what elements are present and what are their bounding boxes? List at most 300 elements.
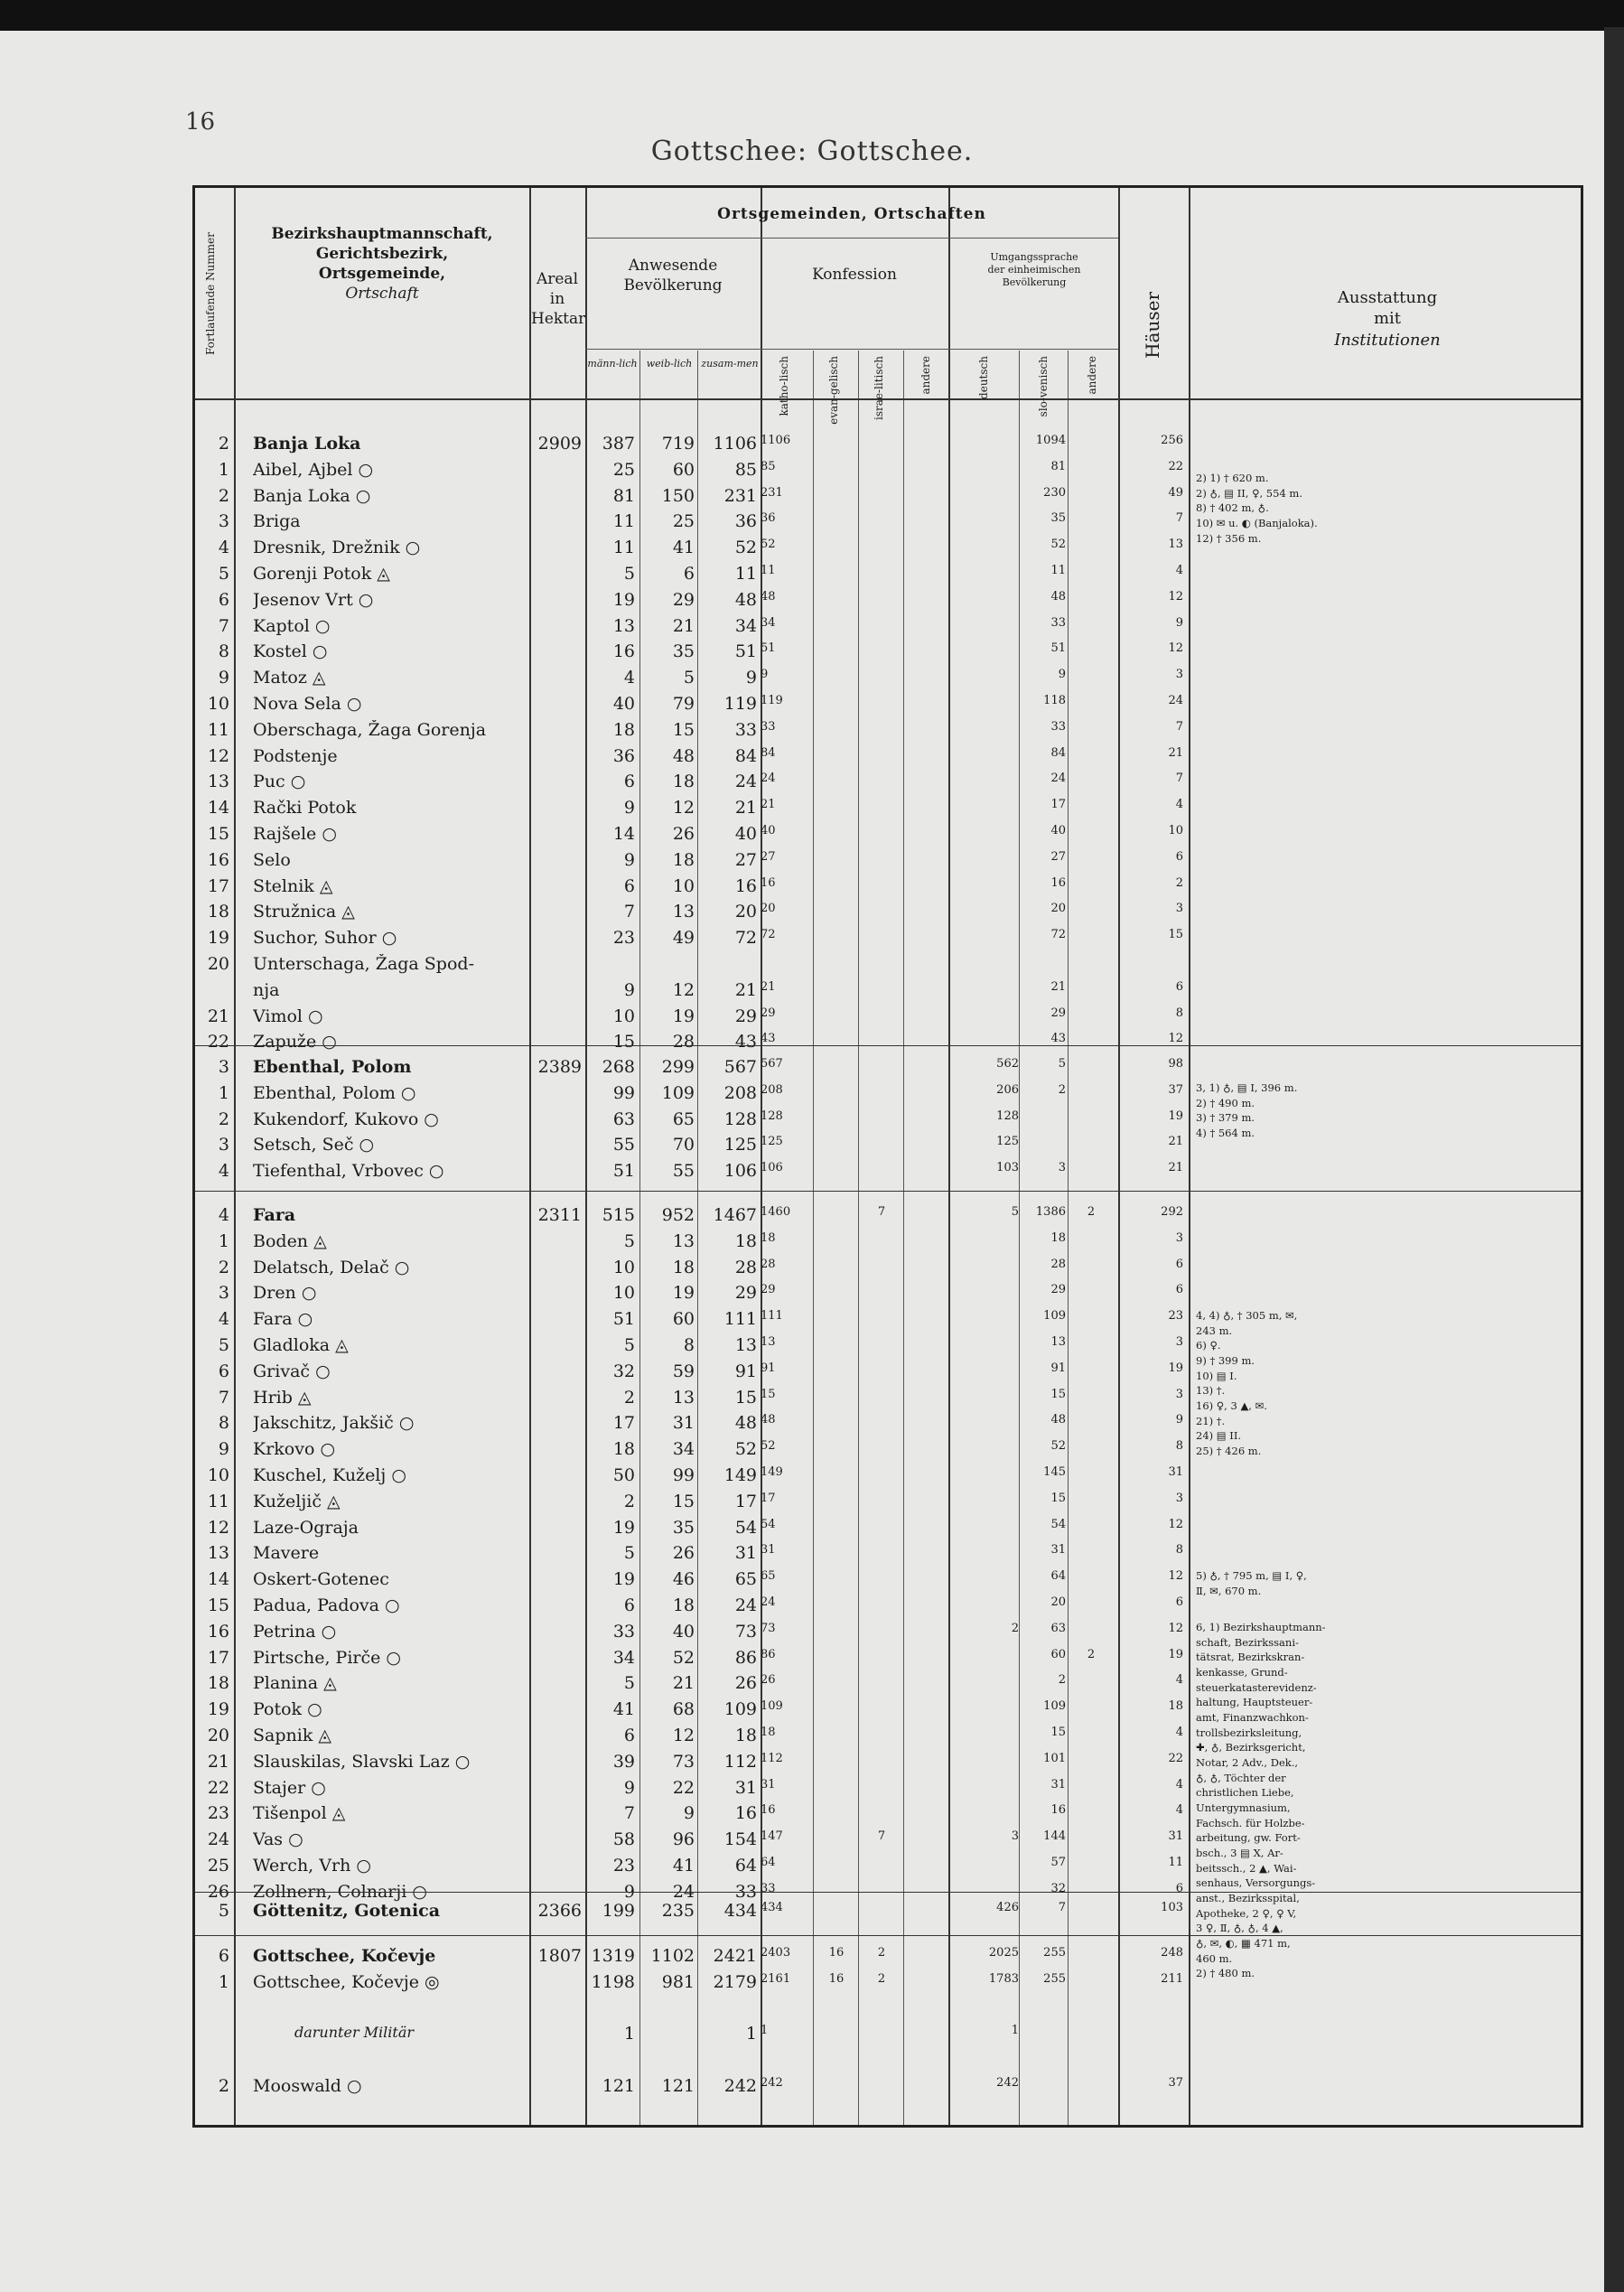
cell-kath: 21 [761,798,776,812]
cell-z: 27 [734,849,757,870]
cell-kath: 128 [761,1109,783,1123]
cell-nr: 2 [218,2075,229,2096]
cell-name: Grivač ○ [253,1361,331,1381]
cell-haus: 2 [1175,875,1183,890]
cell-nr: 8 [218,641,229,662]
cell-haus: 211 [1161,1971,1183,1986]
cell-slo: 118 [1043,693,1066,707]
cell-name: Tiefenthal, Vrbovec ○ [253,1161,444,1182]
cell-slo: 15 [1050,1387,1066,1401]
cell-nr: 2 [218,485,229,506]
cell-nr: 12 [207,745,229,766]
cell-m: 23 [612,1855,635,1876]
cell-kath: 51 [761,641,776,656]
cell-slo: 18 [1050,1230,1066,1245]
cell-slo: 9 [1058,668,1066,682]
cell-nr: 4 [218,1161,229,1182]
cell-w: 96 [672,1829,695,1850]
cell-areal: 1807 [537,1946,582,1966]
cell-nr: 11 [207,719,229,740]
header-ortsgemeinden: Ortsgemeinden, Ortschaften [717,205,986,223]
block-separator [195,1892,1581,1893]
cell-name: Rajšele ○ [253,823,337,844]
cell-m: 7 [623,902,635,922]
cell-w: 49 [672,928,695,949]
cell-nr: 13 [207,1543,229,1564]
cell-z: 31 [734,1777,757,1798]
header-weiblich: weib-lich [646,358,693,370]
cell-areal: 2389 [537,1057,582,1077]
cell-m: 18 [612,1439,635,1460]
table-row [195,510,1581,536]
header-konfession: Konfession [812,266,897,284]
table-row [195,1360,1581,1386]
cell-z: 567 [723,1057,757,1077]
cell-slo: 230 [1043,485,1066,500]
note-line: 4) † 564 m. [1196,1127,1255,1140]
cell-name: Petrina ○ [253,1621,337,1642]
cell-m: 13 [612,615,635,636]
note-line: 13) †. [1196,1384,1226,1398]
table-row [195,1005,1581,1031]
cell-haus: 12 [1168,1569,1183,1584]
cell-nr: 14 [207,1569,229,1590]
cell-z: 149 [723,1464,757,1485]
table-row [195,1541,1581,1567]
cell-nr: 16 [207,849,229,870]
cell-nr: 1 [218,459,229,480]
note-line: 9) † 399 m. [1196,1354,1255,1368]
cell-name: Sapnik ◬ [253,1725,331,1745]
cell-w: 29 [672,589,695,610]
cell-nr: 1 [218,1971,229,1992]
cell-z: 18 [734,1725,757,1745]
cell-m: 32 [612,1361,635,1381]
note-line: haltung, Hauptsteuer- [1196,1696,1313,1709]
cell-m: 7 [623,1803,635,1824]
cell-haus: 256 [1161,434,1183,447]
block-goettenitz [195,1899,1581,1925]
cell-nr: 6 [218,1361,229,1381]
cell-kath: 24 [761,1595,776,1609]
cell-deu: 206 [996,1082,1019,1097]
cell-name: Nova Sela ○ [253,693,362,714]
cell-kath: 43 [761,1032,776,1046]
cell-m: 199 [602,1901,635,1921]
cell-haus: 4 [1175,1673,1183,1688]
cell-name: Pirtsche, Pirče ○ [253,1647,401,1668]
cell-m: 10 [612,1283,635,1304]
cell-m: 2 [623,1387,635,1408]
cell-kath: 2403 [761,1946,791,1960]
cell-nr: 2 [218,434,229,454]
cell-w: 41 [672,1855,695,1876]
cell-z: 64 [734,1855,757,1876]
cell-and2: 2 [1087,1205,1096,1219]
table-row [195,692,1581,718]
cell-z: 111 [723,1309,757,1330]
cell-name: Potok ○ [253,1699,322,1720]
cell-name: Jesenov Vrt ○ [253,589,374,610]
table-row [195,1828,1581,1854]
cell-w: 952 [661,1205,695,1225]
cell-slo: 52 [1050,1439,1066,1454]
cell-haus: 3 [1175,902,1183,916]
cell-haus: 19 [1168,1361,1183,1375]
cell-haus: 3 [1175,1334,1183,1349]
cell-nr: 15 [207,1595,229,1615]
cell-name: Briga [253,511,301,532]
cell-kath: 73 [761,1621,776,1635]
cell-z: 119 [723,693,757,714]
cell-kath: 111 [761,1309,783,1324]
cell-haus: 6 [1175,1595,1183,1609]
table-row [195,2022,1581,2048]
cell-z: 29 [734,1006,757,1026]
cell-deu: 125 [996,1135,1019,1149]
note-line: arbeitung, gw. Fort- [1196,1831,1301,1845]
cell-z: 29 [734,1283,757,1304]
block-banja-loka [195,432,1581,1056]
cell-kath: 84 [761,745,776,760]
cell-m: 17 [612,1413,635,1434]
cell-m: 4 [623,668,635,688]
table-row [195,1899,1581,1925]
cell-kath: 64 [761,1855,776,1869]
cell-kath: 1 [761,2024,769,2038]
cell-areal: 2909 [537,434,582,454]
cell-kath: 125 [761,1135,783,1149]
cell-z: 16 [734,1803,757,1824]
header-areal-line: in [549,290,565,309]
cell-name: Kuželjič ◬ [253,1491,341,1511]
cell-name: Aibel, Ajbel ○ [253,459,374,480]
cell-slo: 21 [1050,979,1066,994]
header-maennlich: männ-lich [587,358,638,370]
cell-name: Padua, Padova ○ [253,1595,400,1615]
cell-haus: 7 [1175,719,1183,734]
cell-w: 31 [672,1413,695,1434]
cell-w: 55 [672,1161,695,1182]
cell-haus: 4 [1175,1725,1183,1739]
cell-nr: 9 [218,668,229,688]
table-row [195,666,1581,692]
table-row [195,1516,1581,1542]
cell-w: 15 [672,1491,695,1511]
cell-w: 150 [661,485,695,506]
cell-kath: 119 [761,693,783,707]
cell-z: 21 [734,798,757,819]
cell-z: 1106 [713,434,757,454]
header-umgang-line: der einheimischen [987,263,1081,276]
cell-nr: 1 [218,1230,229,1251]
cell-name: Vimol ○ [253,1006,323,1026]
table-row [195,1386,1581,1412]
cell-slo: 60 [1050,1647,1066,1661]
table-row [195,1724,1581,1750]
cell-nr: 1 [218,1082,229,1103]
table-row [195,1698,1581,1724]
table-row [195,1801,1581,1828]
cell-name: Kukendorf, Kukovo ○ [253,1109,439,1129]
cell-kath: 85 [761,459,776,473]
cell-haus: 49 [1168,485,1183,500]
cell-name: Zapuže ○ [253,1032,337,1052]
cell-nr: 13 [207,772,229,792]
cell-kath: 1106 [761,434,791,447]
note-line: 10) ✉ u. ◐ (Banjaloka). [1196,517,1318,530]
note-line: trollsbezirksleitung, [1196,1726,1302,1739]
cell-haus: 6 [1175,1881,1183,1895]
header-haeuser: Häuser [1142,292,1163,359]
cell-kath: 1460 [761,1205,791,1219]
statistics-table [192,185,1583,2128]
cell-name: Oskert-Gotenec [253,1569,389,1590]
cell-z: 36 [734,511,757,532]
note-line: 25) † 426 m. [1196,1445,1262,1458]
cell-name: Kuschel, Kuželj ○ [253,1464,406,1485]
cell-slo: 13 [1050,1334,1066,1349]
table-row [195,536,1581,562]
cell-areal: 2366 [537,1901,582,1921]
cell-nr: 17 [207,1647,229,1668]
cell-slo: 109 [1043,1309,1066,1324]
cell-slo: 32 [1050,1881,1066,1895]
header-ausstattung-line: Institutionen [1334,330,1441,350]
cell-slo: 72 [1050,928,1066,942]
cell-deu: 2 [1011,1621,1019,1635]
cell-slo: 51 [1050,641,1066,656]
cell-haus: 12 [1168,1517,1183,1531]
cell-kath: 52 [761,538,776,552]
cell-z: 106 [723,1161,757,1182]
cell-kath: 11 [761,563,776,577]
cell-and2: 2 [1087,1647,1096,1661]
note-line: 21) †. [1196,1414,1226,1427]
cell-slo: 20 [1050,1595,1066,1609]
note-line: 6) ♀. [1196,1339,1221,1352]
cell-name: Boden ◬ [253,1230,327,1251]
cell-nr: 2 [218,1257,229,1277]
cell-m: 51 [612,1161,635,1182]
cell-nr: 22 [207,1032,229,1052]
cell-slo: 1386 [1035,1205,1066,1219]
cell-haus: 12 [1168,1621,1183,1635]
note-line: tätsrat, Bezirkskran- [1196,1651,1305,1664]
cell-haus: 7 [1175,772,1183,786]
table-row [195,1411,1581,1437]
cell-slo: 35 [1050,511,1066,526]
table-row [195,796,1581,822]
cell-nr: 26 [207,1881,229,1902]
cell-kath: 65 [761,1569,776,1584]
cell-evan: 16 [828,1946,845,1960]
cell-z: 33 [734,1881,757,1902]
cell-nr: 8 [218,1413,229,1434]
cell-slo: 33 [1050,615,1066,630]
table-row [195,484,1581,510]
cell-nr: 4 [218,538,229,558]
cell-z: 52 [734,1439,757,1460]
header-umgangssprache [950,251,1118,288]
cell-w: 22 [672,1777,695,1798]
header-bezirk-line: Bezirkshauptmannschaft, [271,225,493,243]
cell-kath: 21 [761,979,776,994]
cell-name: Planina ◬ [253,1673,337,1694]
cell-w: 5 [683,668,695,688]
cell-deu: 2025 [988,1946,1019,1960]
table-row [195,2074,1581,2100]
cell-kath: 567 [761,1057,783,1071]
cell-name: Kostel ○ [253,641,328,662]
cell-z: 91 [734,1361,757,1381]
header-bottom-rule [195,398,1581,400]
cell-m: 9 [623,1881,635,1902]
cell-m: 41 [612,1699,635,1720]
cell-w: 28 [672,1032,695,1052]
cell-z: 109 [723,1699,757,1720]
cell-z: 128 [723,1109,757,1129]
cell-m: 51 [612,1309,635,1330]
cell-w: 21 [672,615,695,636]
note-line: 16) ♀, 3 ▲, ✉. [1196,1399,1267,1413]
cell-deu: 103 [996,1161,1019,1175]
cell-w: 109 [661,1082,695,1103]
cell-m: 5 [623,1673,635,1694]
table-row [195,1944,1581,1970]
cell-m: 6 [623,875,635,896]
cell-nr: 4 [218,1205,229,1225]
cell-z: 34 [734,615,757,636]
cell-w: 68 [672,1699,695,1720]
cell-z: 1 [745,2024,757,2044]
cell-haus: 4 [1175,1777,1183,1792]
cell-name: Selo [253,849,291,870]
cell-haus: 18 [1168,1699,1183,1714]
cell-w: 299 [661,1057,695,1077]
cell-w: 41 [672,538,695,558]
cell-w: 65 [672,1109,695,1129]
notes-banja-loka [1196,471,1318,546]
header-bezirk-line: Ortschaft [345,285,419,304]
note-line: 243 m. [1196,1324,1233,1337]
cell-m: 34 [612,1647,635,1668]
cell-z: 17 [734,1491,757,1511]
cell-slo: 20 [1050,902,1066,916]
cell-slo: 52 [1050,538,1066,552]
header-umgang-line: Bevölkerung [1002,276,1067,288]
cell-kath: 27 [761,849,776,864]
cell-name: Krkovo ○ [253,1439,336,1460]
cell-z: 52 [734,538,757,558]
header-slovenisch: slo-venisch [1037,356,1050,417]
table-row [195,926,1581,952]
table-row [195,1620,1581,1646]
cell-z: 21 [734,979,757,1000]
cell-nr: 7 [218,1387,229,1408]
cell-name: Tišenpol ◬ [253,1803,346,1824]
cell-m: 39 [612,1751,635,1772]
cell-nr: 5 [218,563,229,584]
cell-nr: 6 [218,1946,229,1966]
cell-name: Kaptol ○ [253,615,331,636]
cell-m: 5 [623,563,635,584]
cell-m: 33 [612,1621,635,1642]
cell-m: 1198 [591,1971,635,1992]
cell-w: 15 [672,719,695,740]
cell-m: 11 [612,511,635,532]
cell-nr: 11 [207,1491,229,1511]
note-line: bsch., 3 ▤ X, Ar- [1196,1847,1283,1860]
cell-w: 40 [672,1621,695,1642]
cell-deu: 1783 [988,1971,1019,1986]
cell-kath: 34 [761,615,776,630]
note-line: 3) † 379 m. [1196,1111,1255,1125]
note-line: ♁, ♁, Töchter der [1196,1771,1286,1784]
cell-haus: 292 [1161,1205,1183,1219]
cell-haus: 31 [1168,1464,1183,1479]
cell-slo: 2 [1058,1673,1066,1688]
cell-haus: 12 [1168,589,1183,603]
cell-m: 268 [602,1057,635,1077]
cell-m: 121 [602,2075,635,2096]
cell-name: Gorenji Potok ◬ [253,563,390,584]
cell-haus: 37 [1168,1082,1183,1097]
table-row [195,1055,1581,1081]
header-evangelisch: evan-gelisch [827,356,840,425]
cell-m: 10 [612,1006,635,1026]
note-line: 4, 4) ♁, † 305 m, ✉, [1196,1309,1298,1322]
cell-slo: 16 [1050,1803,1066,1818]
note-line: Ⅱ, ✉, 670 m. [1196,1584,1262,1597]
table-row [195,1970,1581,1997]
cell-w: 6 [683,563,695,584]
cell-kath: 48 [761,1413,776,1427]
table-row [195,640,1581,666]
cell-areal: 2311 [537,1205,582,1225]
cell-name: darunter Militär [294,2024,415,2042]
cell-z: 26 [734,1673,757,1694]
cell-w: 12 [672,1725,695,1745]
cell-name: Ebenthal, Polom [253,1057,412,1077]
note-line: schaft, Bezirkssani- [1196,1635,1299,1649]
cell-kath: 31 [761,1543,776,1558]
cell-haus: 23 [1168,1309,1183,1324]
cell-kath: 48 [761,589,776,603]
cell-name: Rački Potok [253,798,357,819]
cell-m: 81 [612,485,635,506]
cell-nr: 12 [207,1517,229,1538]
cell-evan: 16 [828,1971,845,1986]
cell-w: 121 [661,2075,695,2096]
notes-gottschee [1196,1620,1326,1981]
cell-m: 15 [612,1032,635,1052]
cell-slo: 16 [1050,875,1066,890]
cell-m: 19 [612,589,635,610]
page-title: Gottschee: Gottschee. [650,136,974,167]
cell-z: 84 [734,745,757,766]
cell-name: Oberschaga, Žaga Gorenja [253,719,487,740]
cell-m: 23 [612,928,635,949]
cell-nr: 2 [218,1109,229,1129]
table-row [195,1030,1581,1056]
cell-haus: 3 [1175,1230,1183,1245]
cell-z: 48 [734,589,757,610]
cell-nr: 19 [207,1699,229,1720]
cell-name: Slauskilas, Slavski Laz ○ [253,1751,471,1772]
note-line: Apotheke, 2 ♀, ♀ V, [1196,1906,1297,1920]
note-line: 2) ♁, ▤ II, ♀, 554 m. [1196,486,1302,500]
